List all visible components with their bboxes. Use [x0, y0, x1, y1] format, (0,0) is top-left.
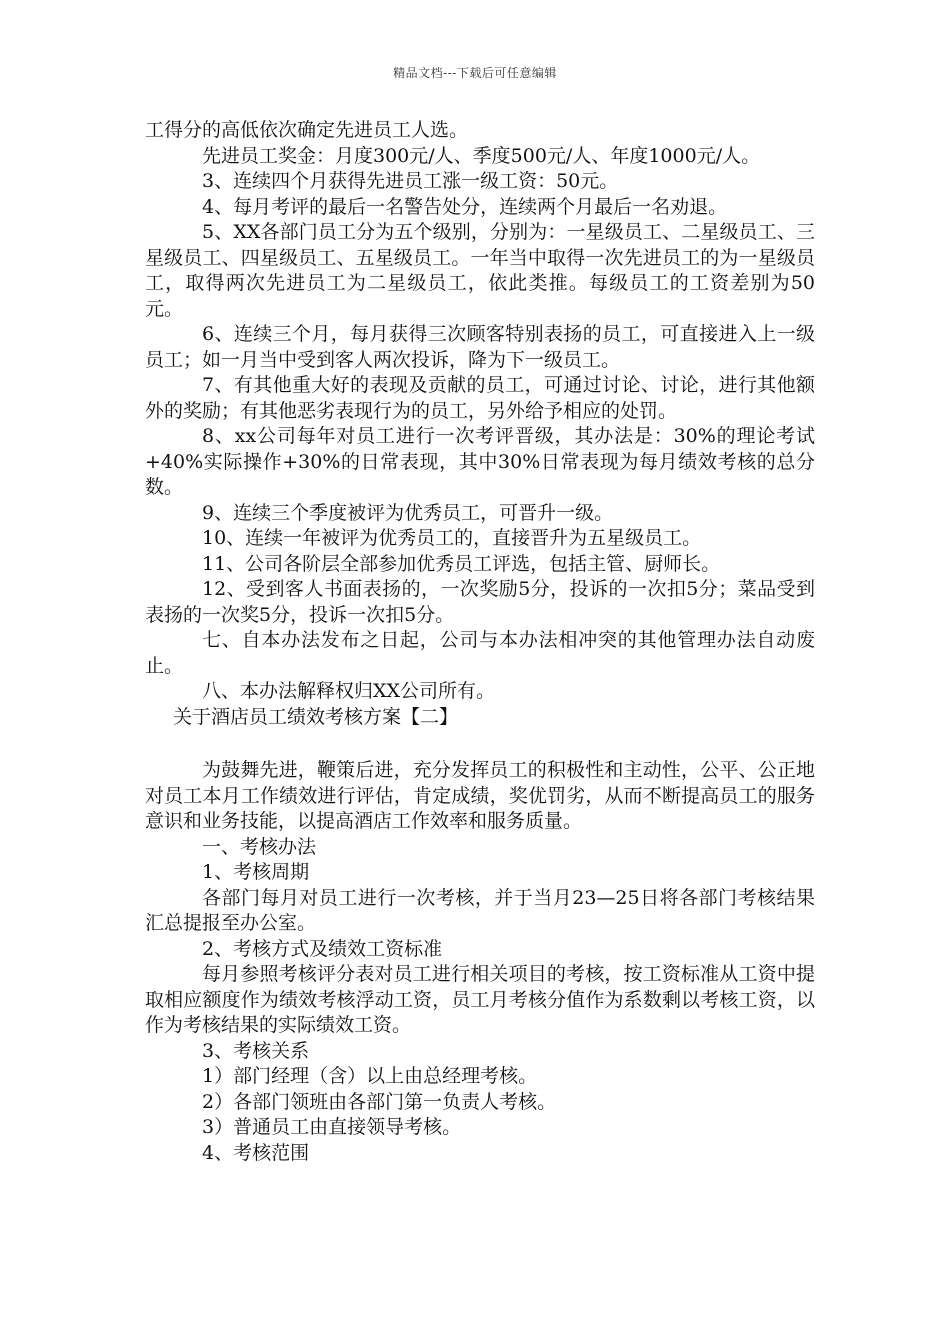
paragraph: 1）部门经理（含）以上由总经理考核。: [202, 1065, 538, 1087]
paragraph: 各部门每月对员工进行一次考核，并于当月23—25日将各部门考核结果汇总提报至办公室。: [145, 886, 815, 934]
paragraph: 12、受到客人书面表扬的，一次奖励5分，投诉的一次扣5分；菜品受到表扬的一次奖5分，投诉一次扣5分。: [145, 578, 815, 626]
paragraph: 八、本办法解释权归XX公司所有。: [202, 680, 496, 702]
paragraph: 11、公司各阶层全部参加优秀员工评选，包括主管、厨师长。: [202, 552, 721, 575]
paragraph: 2、考核方式及绩效工资标准: [202, 937, 443, 960]
paragraph: 4、每月考评的最后一名警告处分，连续两个月最后一名劝退。: [202, 195, 728, 218]
paragraph: 3、考核关系: [202, 1039, 310, 1062]
paragraph: 工得分的高低依次确定先进员工人选。: [145, 119, 469, 141]
paragraph: 每月参照考核评分表对员工进行相关项目的考核，按工资标准从工资中提取相应额度作为绩效考核浮动工资，员工月考核分值作为系数剩以考核工资，以作为考核结果的实际绩效工资。: [145, 963, 815, 1036]
paragraph: 7、有其他重大好的表现及贡献的员工，可通过讨论、讨论，进行其他额外的奖励；有其他恶劣表现行为的员工，另外给予相应的处罚。: [145, 374, 815, 422]
paragraph: 七、自本办法发布之日起，公司与本办法相冲突的其他管理办法自动废止。: [145, 629, 815, 677]
paragraph: 1、考核周期: [202, 861, 310, 883]
paragraph: 9、连续三个季度被评为优秀员工，可晋升一级。: [202, 501, 614, 524]
paragraph-gap: [145, 730, 815, 758]
document-body: [145, 118, 815, 1166]
paragraph: 为鼓舞先进，鞭策后进，充分发挥员工的积极性和主动性，公平、公正地对员工本月工作绩效进行评估，肯定成绩，奖优罚劣，从而不断提高员工的服务意识和业务技能，以提高酒店工作效率和服务质量。: [145, 759, 815, 832]
paragraph: 6、连续三个月，每月获得三次顾客特别表扬的员工，可直接进入上一级员工；如一月当中受到客人两次投诉，降为下一级员工。: [145, 323, 815, 371]
paragraph: 一、考核办法: [202, 835, 317, 858]
paragraph: 2）各部门领班由各部门第一负责人考核。: [202, 1090, 557, 1113]
paragraph: 关于酒店员工绩效考核方案【二】: [173, 705, 459, 728]
paragraph: 5、XX各部门员工分为五个级别，分别为：一星级员工、二星级员工、三星级员工、四星级员工、五星级员工。一年当中取得一次先进员工的为一星级员工，取得两次先进员工为二星级员工，依此类推。每级员工的工资差别为50元。: [145, 221, 815, 320]
paragraph: 4、考核范围: [202, 1141, 310, 1164]
paragraph: 先进员工奖金：月度300元/人、季度500元/人、年度1000元/人。: [202, 144, 761, 167]
paragraph: 3）普通员工由直接领导考核。: [202, 1116, 462, 1138]
page-header: 精品文档---下载后可任意编辑: [393, 66, 557, 80]
paragraph: 8、xx公司每年对员工进行一次考评晋级，其办法是：30%的理论考试+40%实际操作+30%的日常表现，其中30%日常表现为每月绩效考核的总分数。: [145, 425, 815, 498]
paragraph: 10、连续一年被评为优秀员工的，直接晋升为五星级员工。: [202, 527, 702, 549]
paragraph: 3、连续四个月获得先进员工涨一级工资：50元。: [202, 170, 619, 192]
